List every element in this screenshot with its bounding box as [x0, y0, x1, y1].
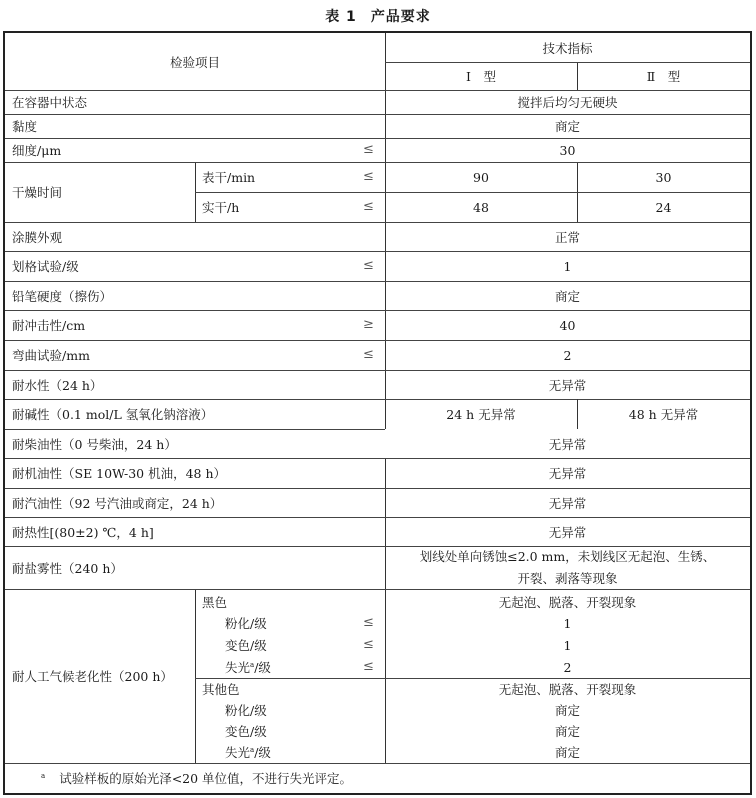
footnote-text: 试验样板的原始光泽<20 单位值，不进行失光评定。 — [59, 771, 353, 786]
operator: ≤ — [363, 615, 374, 630]
group-summary: 无起泡、脱落、开裂现象 — [498, 594, 637, 610]
group-item — [225, 741, 375, 763]
row-item: 铅笔硬度（擦伤） — [12, 288, 113, 304]
group-item: 变色/级 — [225, 638, 267, 653]
footnote-mark: a — [250, 661, 255, 669]
header-item: 检验项目 — [169, 54, 220, 70]
row-item: 耐机油性（SE 10W-30 机油，48 h） — [12, 466, 227, 481]
row-item: 耐水性（24 h） — [12, 377, 103, 393]
item-label: 失光 — [225, 660, 251, 675]
value-line: 开裂、剥落等现象 — [517, 570, 618, 586]
row-value: 正常 — [554, 229, 580, 245]
operator: ≤ — [363, 142, 374, 157]
row-value: 无异常 — [548, 524, 587, 540]
row-item: 干燥时间 — [12, 185, 63, 200]
type2-value: 48 h 无异常 — [628, 407, 699, 422]
row-value: 商定 — [554, 119, 580, 134]
group-value: 1 — [563, 637, 572, 653]
row-item: 涂膜外观 — [12, 229, 63, 245]
subrow-item: 实干/h — [202, 200, 240, 215]
group-item — [225, 656, 375, 678]
operator: ≤ — [363, 258, 374, 273]
row-item: 耐柴油性（0 号柴油，24 h） — [12, 436, 177, 452]
row-value: 无异常 — [548, 466, 587, 481]
group-item: 粉化/级 — [225, 616, 267, 631]
table-caption: 产品要求 — [370, 9, 431, 25]
type1-value: 24 h 无异常 — [446, 407, 516, 422]
row-value: 无异常 — [385, 429, 750, 458]
group-summary: 无起泡、脱落、开裂现象 — [498, 681, 637, 697]
operator: ≤ — [363, 659, 374, 674]
header-type2: Ⅱ 型 — [646, 69, 681, 84]
row-value: 1 — [563, 258, 572, 274]
row-item: 细度/μm — [12, 143, 62, 158]
subitem-divider — [195, 589, 196, 763]
operator: ≤ — [363, 637, 374, 652]
row-item: 在容器中状态 — [12, 95, 88, 110]
row-value: 40 — [559, 317, 576, 333]
footnote-mark: a — [41, 772, 46, 780]
table-title — [0, 6, 756, 26]
header-type1: Ⅰ 型 — [466, 69, 496, 84]
row-value: 无异常 — [548, 377, 587, 393]
operator: ≥ — [363, 317, 374, 332]
row-value: 商定 — [554, 288, 580, 304]
row-item: 黏度 — [12, 119, 38, 134]
type-divider — [577, 399, 578, 429]
row-item: 耐碱性（0.1 mol/L 氢氧化钠溶液） — [12, 407, 214, 422]
row-item: 划格试验/级 — [12, 259, 79, 274]
header-spec: 技术指标 — [542, 40, 593, 56]
item-unit: /级 — [254, 745, 271, 760]
table-number: 表 1 — [325, 9, 357, 25]
row-item: 耐人工气候老化性（200 h） — [12, 669, 173, 684]
type1-value: 48 — [473, 199, 489, 215]
product-requirements-table — [3, 31, 752, 795]
operator: ≤ — [363, 347, 374, 362]
group-value: 商定 — [554, 723, 580, 739]
operator: ≤ — [363, 199, 374, 214]
row-item: 耐汽油性（92 号汽油或商定，24 h） — [12, 495, 223, 511]
row-value: 30 — [559, 142, 576, 158]
footnote-mark: a — [250, 746, 255, 754]
row-item: 耐盐雾性（240 h） — [12, 560, 123, 576]
footnote — [41, 763, 741, 793]
operator: ≤ — [363, 169, 374, 184]
group-label: 其他色 — [202, 681, 240, 697]
row-item: 耐冲击性/cm — [12, 318, 86, 333]
row-item: 耐热性[(80±2) ℃，4 h] — [12, 524, 154, 540]
row-value: 搅拌后均匀无硬块 — [517, 95, 618, 110]
group-value: 商定 — [554, 702, 580, 718]
group-item: 变色/级 — [225, 723, 267, 739]
value-line: 划线处单向锈蚀≤2.0 mm，未划线区无起泡、生锈、 — [419, 548, 716, 564]
group-value: 2 — [563, 659, 572, 675]
subrow-item: 表干/min — [202, 170, 256, 185]
group-item: 粉化/级 — [225, 702, 267, 718]
row-value: 2 — [563, 347, 572, 363]
group-value: 商定 — [554, 745, 580, 760]
type2-value: 24 — [655, 199, 672, 215]
item-label: 失光 — [225, 745, 251, 760]
row-item: 弯曲试验/mm — [12, 348, 90, 363]
type1-value: 90 — [473, 169, 489, 185]
group-label: 黑色 — [202, 594, 228, 610]
group-value: 1 — [563, 615, 572, 631]
item-unit: /级 — [254, 660, 271, 675]
type2-value: 30 — [655, 169, 672, 185]
row-value — [385, 546, 750, 589]
row-value: 无异常 — [548, 495, 587, 511]
